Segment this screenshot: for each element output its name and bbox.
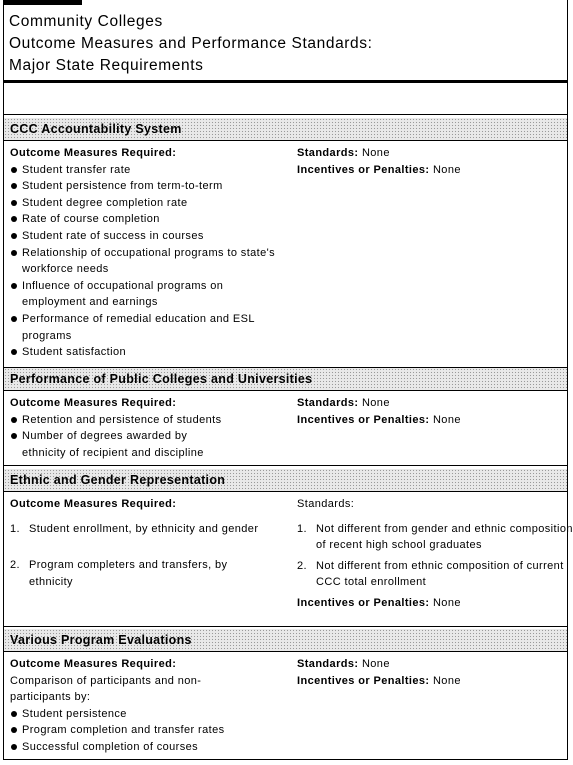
page-title <box>9 11 559 77</box>
measures-label: Outcome Measures Required: <box>10 658 177 670</box>
standards-label: Standards: <box>297 658 359 670</box>
list-item: Student rate of success in courses <box>10 228 280 245</box>
measures-column <box>10 656 280 756</box>
standard-item <box>297 558 573 591</box>
section-body-program-evaluations <box>4 652 567 758</box>
incentives-value: None <box>432 163 461 176</box>
list-item: Successful completion of courses <box>10 739 280 756</box>
list-item <box>10 521 269 538</box>
list-item: Student persistence from term-to-term <box>10 178 280 195</box>
blank-row <box>4 83 567 115</box>
item-number: 2. <box>297 559 307 572</box>
measures-column <box>10 145 280 361</box>
list-item: Student satisfaction <box>10 344 280 361</box>
standards-column <box>297 395 563 428</box>
list-item <box>10 557 269 590</box>
incentives-value: None <box>432 413 461 426</box>
section-heading-public-colleges: Performance of Public Colleges and Universities <box>4 368 567 391</box>
standards-label: Standards: <box>297 498 355 510</box>
incentives-label: Incentives or Penalties: <box>297 596 430 609</box>
section-body-public-colleges <box>4 391 567 466</box>
item-text: Not different from gender and ethnic composition of recent high school graduates <box>316 522 573 552</box>
incentives-label: Incentives or Penalties: <box>297 674 430 687</box>
measures-list <box>10 706 280 756</box>
section-body-ccc-accountability <box>4 141 567 368</box>
header-tab-mark <box>4 0 82 5</box>
section-heading-ccc-accountability: CCC Accountability System <box>4 118 567 141</box>
document-page <box>3 0 573 760</box>
measures-list <box>10 412 280 462</box>
standard-item <box>297 521 573 554</box>
section-heading-program-evaluations: Various Program Evaluations <box>4 629 567 652</box>
title-line-2: Outcome Measures and Performance Standards: <box>9 35 373 52</box>
item-number: 1. <box>297 522 307 535</box>
incentives-value: None <box>432 674 461 687</box>
title-line-3: Major State Requirements <box>9 57 204 74</box>
standards-value: None <box>361 147 390 159</box>
item-number: 1. <box>10 522 20 535</box>
measures-label: Outcome Measures Required: <box>10 498 177 510</box>
incentives-label: Incentives or Penalties: <box>297 163 430 176</box>
item-text: Program completers and transfers, by ethnicity <box>29 559 228 588</box>
incentives-label: Incentives or Penalties: <box>297 413 430 426</box>
measures-column <box>10 496 280 590</box>
list-item: Performance of remedial education and ESL programs <box>10 311 280 344</box>
intro-text: Comparison of participants and non-participants by: <box>10 674 202 704</box>
list-item: Retention and persistence of students <box>10 412 280 429</box>
item-number: 2. <box>10 559 20 572</box>
section-body-ethnic-gender <box>4 492 573 627</box>
standards-column <box>297 145 563 178</box>
section-heading-ethnic-gender: Ethnic and Gender Representation <box>4 469 567 492</box>
item-text: Not different from ethnic composition of current CCC total enrollment <box>316 559 564 589</box>
standards-column <box>297 656 563 689</box>
list-item: Influence of occupational programs on employment and earnings <box>10 278 280 311</box>
standards-label: Standards: <box>297 147 359 159</box>
standards-column <box>297 496 573 612</box>
standards-value: None <box>361 658 390 670</box>
measures-label: Outcome Measures Required: <box>10 147 177 159</box>
list-item: Number of degrees awarded by ethnicity of recipient and discipline <box>10 428 227 461</box>
list-item: Relationship of occupational programs to state's workforce needs <box>10 245 280 278</box>
list-item: Student persistence <box>10 706 280 723</box>
list-item: Student transfer rate <box>10 162 280 179</box>
measures-label: Outcome Measures Required: <box>10 397 177 409</box>
standards-label: Standards: <box>297 397 359 409</box>
list-item: Program completion and transfer rates <box>10 722 280 739</box>
measures-list <box>10 162 280 361</box>
title-line-1: Community Colleges <box>9 13 163 30</box>
measures-column <box>10 395 280 461</box>
item-text: Student enrollment, by ethnicity and gender <box>29 522 259 535</box>
list-item: Rate of course completion <box>10 211 280 228</box>
incentives-value: None <box>432 596 461 609</box>
standards-value: None <box>361 397 390 409</box>
list-item: Student degree completion rate <box>10 195 280 212</box>
